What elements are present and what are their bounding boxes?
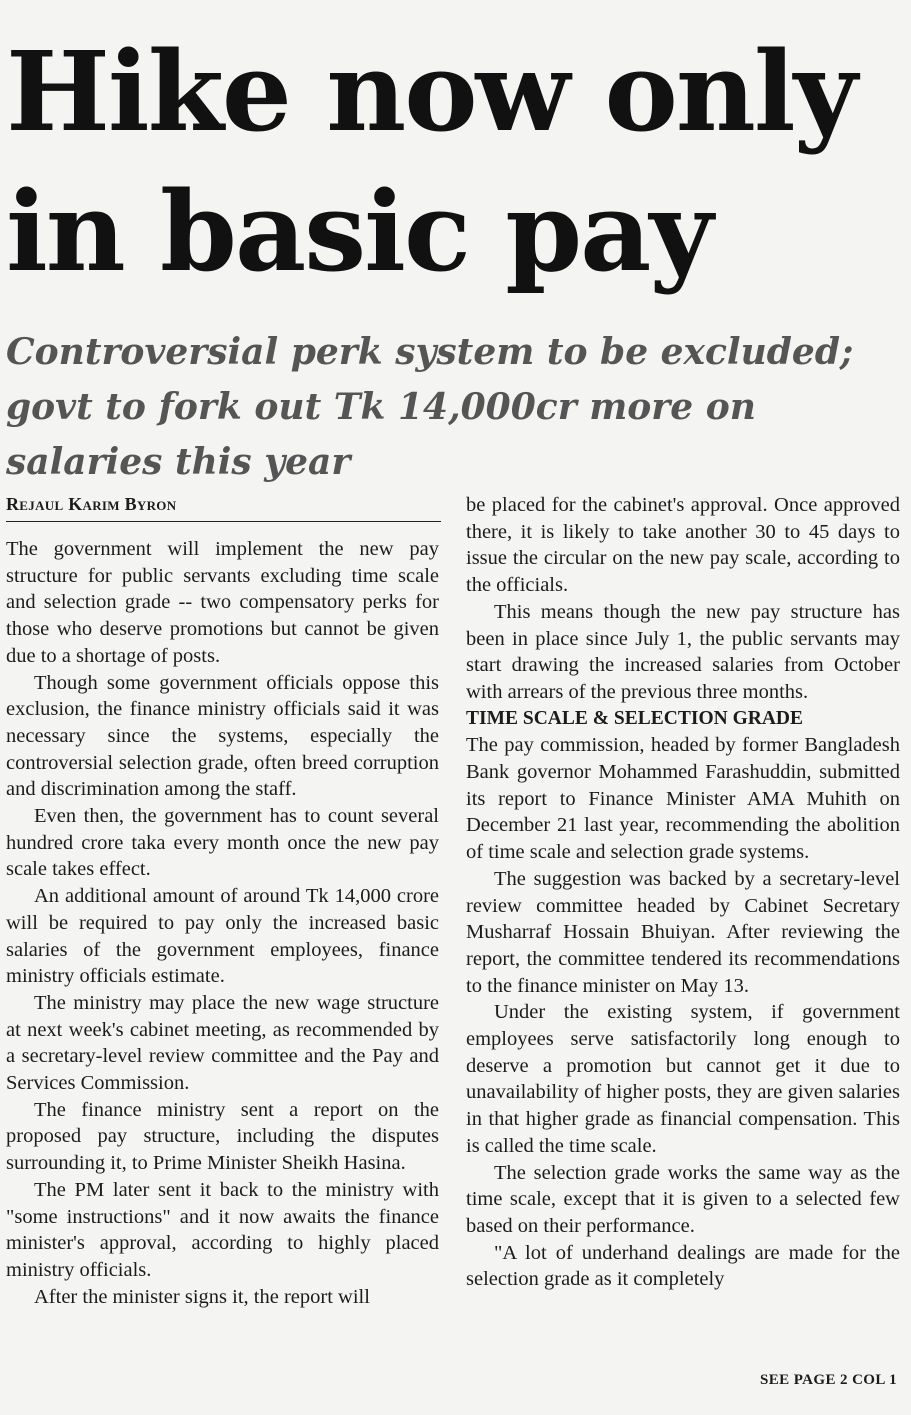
paragraph: The selection grade works the same way as the time scale, except that it is given to a selected few based on their performance. [466,1161,900,1237]
paragraph: The ministry may place the new wage structure at next week's cabinet meeting, as recommended by a secretary-level review committee and the Pay and Services Commission. [6,991,439,1095]
paragraph: The finance ministry sent a report on the proposed pay structure, including the disputes surrounding it, to Prime Minister Sheikh Hasina. [6,1098,439,1175]
subheadline: Controversial perk system to be excluded; govt to fork out Tk 14,000cr more on salaries this year [6,331,854,483]
paragraph: Though some government officials oppose this exclusion, the finance ministry officials said it was necessary since the systems, especially the controversial selection grade, often breed corruption and discrimination among the staff. [6,671,439,801]
paragraph: The government will implement the new pay structure for public servants excluding time scale and selection grade -- two compensatory perks for those who deserve promotions but cannot be given due to a shortage of posts. [6,538,439,667]
paragraph: Under the existing system, if government employees serve satisfactorily long enough to deserve a promotion but cannot get it due to unavailability of higher posts, they are given salaries in that higher grade as financial compensation. This is called the time scale. [466,1001,900,1157]
paragraph: The PM later sent it back to the ministry with "some instructions" and it now awaits the finance minister's approval, according to highly placed ministry officials. [6,1178,439,1281]
right-column [466,492,900,1293]
paragraph: The suggestion was backed by a secretary-level review committee headed by Cabinet Secretary Musharraf Hossain Bhuiyan. After reviewing the report, the committee tendered its recommendations to the finance minister on May 13. [466,867,900,997]
paragraph: "A lot of underhand dealings are made for the selection grade as it completely [466,1241,900,1291]
left-column [6,536,439,1310]
paragraph: The pay commission, headed by former Bangladesh Bank governor Mohammed Farashuddin, submitted its report to Finance Minister AMA Muhith on December 21 last year, recommending the abolition of time scale and selection grade systems. [466,734,900,864]
section-heading: TIME SCALE & SELECTION GRADE [466,707,803,729]
paragraph: An additional amount of around Tk 14,000 crore will be required to pay only the increased basic salaries of the government employees, finance ministry officials estimate. [6,885,439,988]
paragraph: After the minister signs it, the report will [34,1285,370,1308]
paragraph: be placed for the cabinet's approval. Once approved there, it is likely to take another 30 to 45 days to issue the circular on the new pay scale, according to the officials. [466,494,900,597]
byline: Rejaul Karim Byron [6,494,177,514]
headline: Hike now only in basic pay [6,27,856,296]
continuation-note: SEE PAGE 2 COL 1 [760,1372,897,1388]
paragraph: Even then, the government has to count several hundred crore taka every month once the new pay scale takes effect. [6,805,439,881]
byline-rule [6,521,441,522]
paragraph: This means though the new pay structure has been in place since July 1, the public servants may start drawing the increased salaries from October with arrears of the previous three months. [466,600,900,703]
